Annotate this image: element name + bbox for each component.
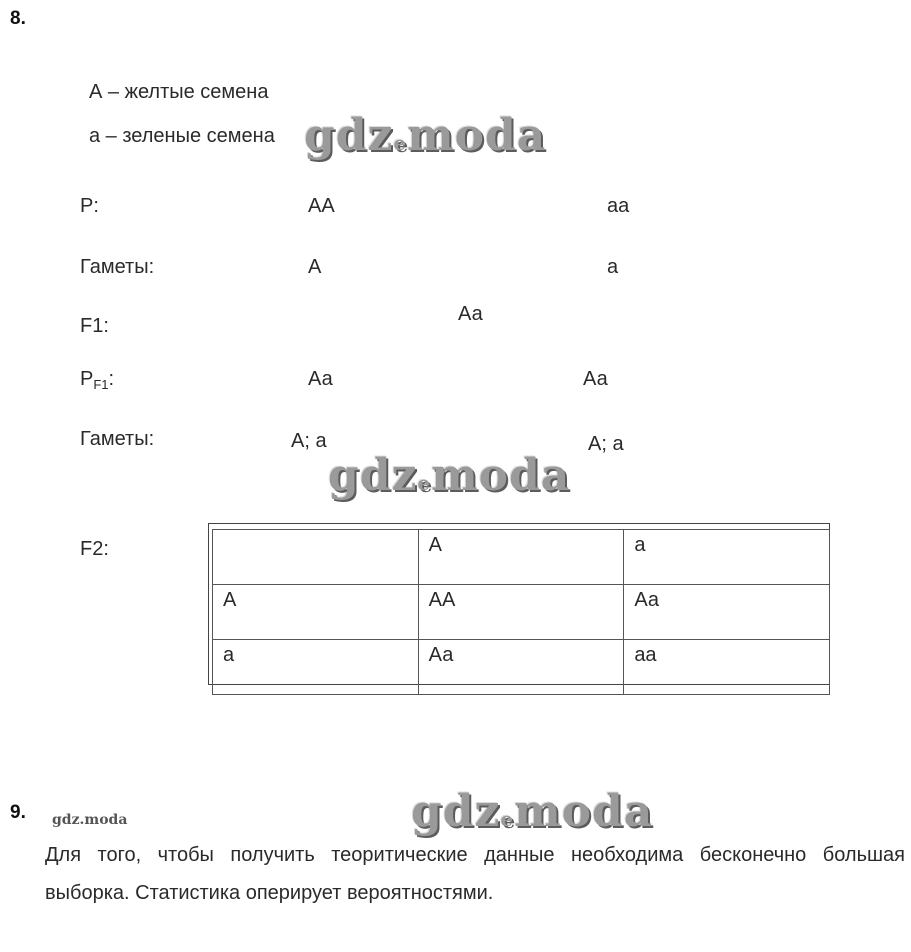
task-9-answer: Для того, чтобы получить теоритические данные необходима бесконечно большая выборка. Статистика оперирует вероятностями. [45,844,905,904]
watermark-logo: gdzemoda [411,786,654,837]
punnett-cell: аа [624,640,830,695]
gametes2-left: А; а [291,430,327,452]
pf1-right-genotype: Аа [583,368,608,390]
punnett-col-header: а [624,530,830,585]
task-9-number: 9. [10,802,26,823]
f1-genotype: Аа [458,303,483,325]
punnett-corner [213,530,419,585]
punnett-cell: Аа [624,585,830,640]
punnett-col-header: А [418,530,624,585]
watermark-logo: gdzemoda [328,450,571,501]
parents-label: P: [80,195,99,217]
gametes-label: Гаметы: [80,256,155,278]
pf1-main: P [80,368,94,390]
f1-label: F1: [80,315,109,337]
gamete-left: А [308,256,322,278]
pf1-colon: : [108,368,115,390]
punnett-header-row [213,530,830,585]
task-8-number: 8. [10,8,26,29]
f2-label: F2: [80,538,109,560]
punnett-row-header: а [213,640,419,695]
gametes2-label: Гаметы: [80,428,155,450]
watermark-logo: gdzemoda [304,110,547,161]
watermark-small: gdz.moda [52,812,128,828]
parent-left-genotype: АА [308,195,335,217]
parent-right-genotype: аа [607,195,630,217]
legend-recessive: а – зеленые семена [89,125,275,147]
gametes2-right: А; а [588,433,624,455]
gamete-right: а [607,256,619,278]
pf1-label [80,368,114,392]
punnett-row [213,640,830,695]
pf1-subscript: F1 [93,377,109,392]
punnett-row [213,585,830,640]
punnett-square [212,529,830,695]
punnett-cell: АА [418,585,624,640]
punnett-row-header: А [213,585,419,640]
legend-dominant: А – желтые семена [89,81,269,103]
punnett-cell: Аа [418,640,624,695]
pf1-left-genotype: Аа [308,368,333,390]
